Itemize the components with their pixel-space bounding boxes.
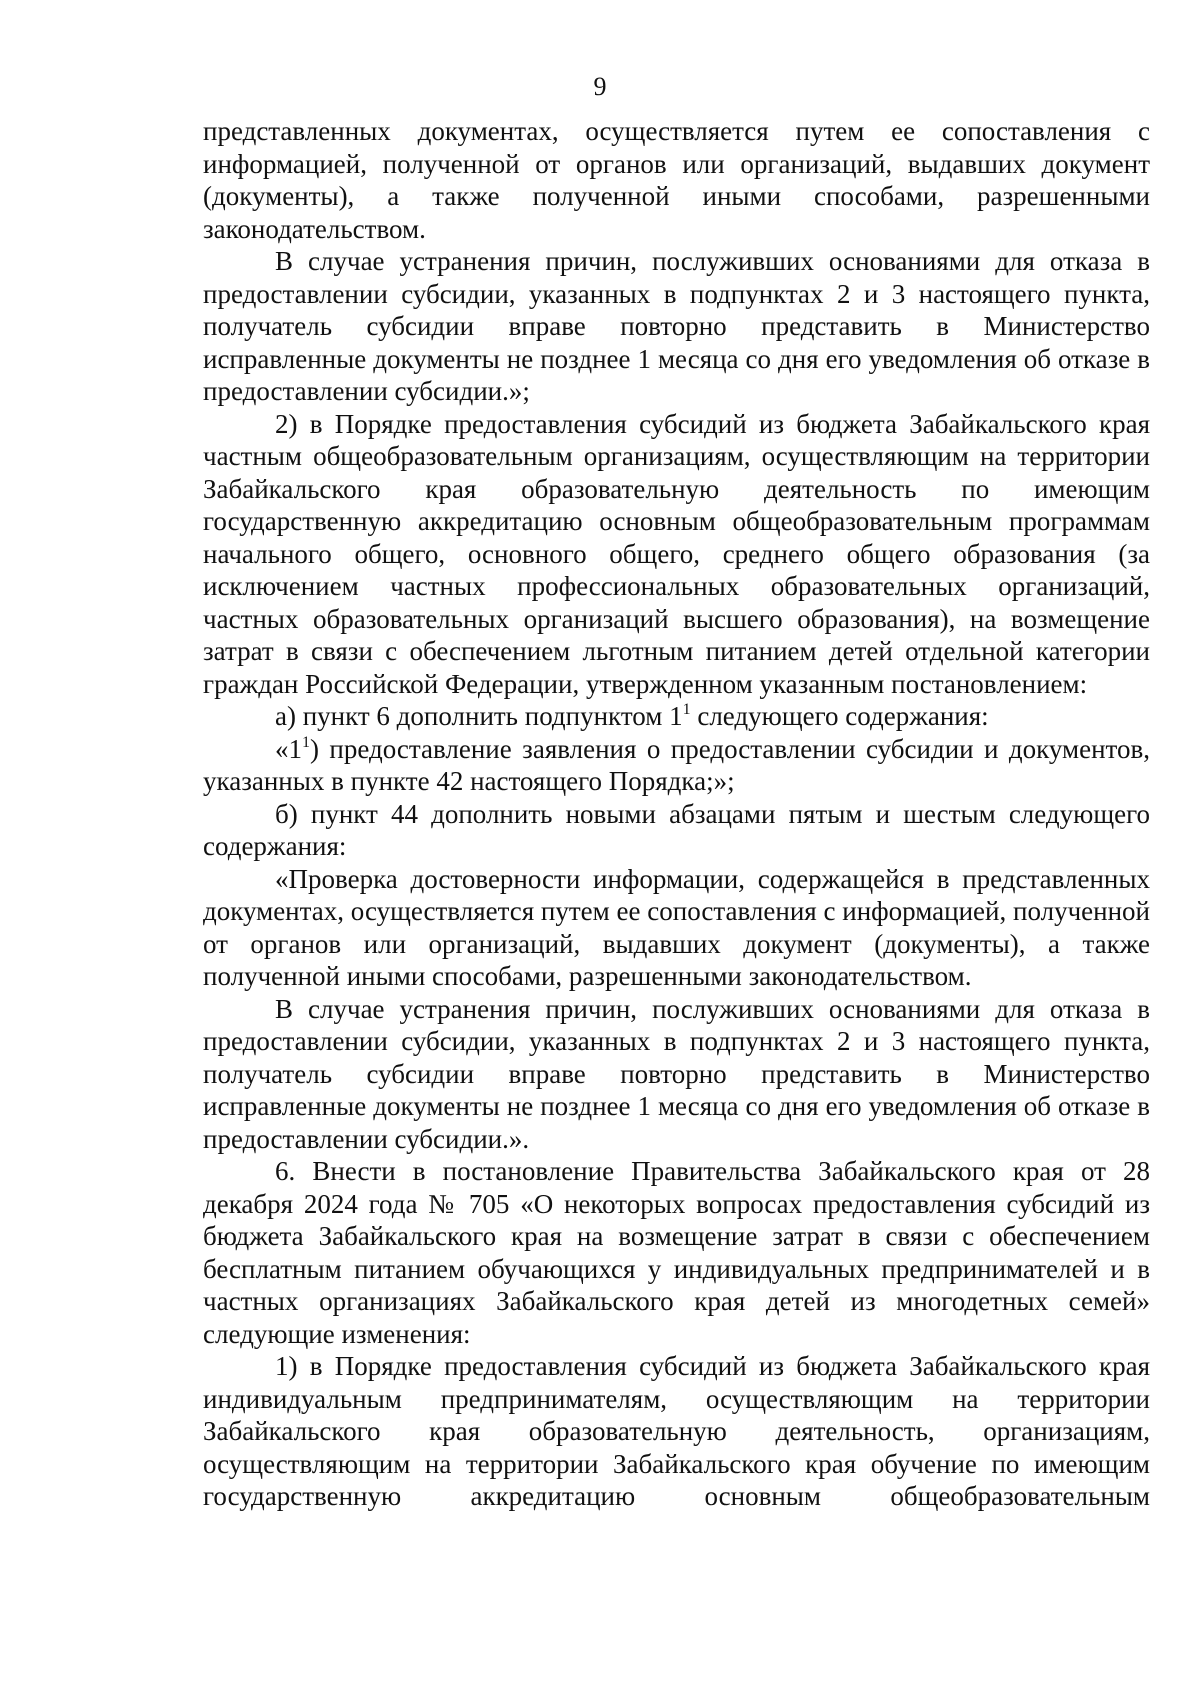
paragraph-text: ) предоставление заявления о предоставлении субсидии и документов, указанных в пункте 42 настоящего Порядка;»; [203, 733, 1150, 796]
paragraph: 6. Внести в постановление Правительства Забайкальского края от 28 декабря 2024 года № 705 «О некоторых вопросах предоставления субсидий из бюджета Забайкальского края на возмещение затрат в связи с обеспечением бесплатным питанием обучающихся у индивидуальных предпринимателей и в частных организациях Забайкальского края детей из многодетных семей» следующие изменения: [203, 1156, 1150, 1349]
document-body [203, 115, 1150, 1513]
paragraph: В случае устранения причин, послуживших основаниями для отказа в предоставлении субсидии, указанных в подпунктах 2 и 3 настоящего пункта, получатель субсидии вправе повторно представить в Министерство исправленные документы не позднее 1 месяца со дня его уведомления об отказе в предоставлении субсидии.». [203, 993, 1150, 1154]
page-number: 9 [593, 72, 607, 101]
paragraph: 1) в Порядке предоставления субсидий из бюджета Забайкальского края индивидуальным предпринимателям, осуществляющим на территории Забайкальского края образовательную деятельность, организациям, осуществляющим на территории Забайкальского края обучение по имеющим государственную аккредитацию основным общеобразовательным [203, 1351, 1150, 1511]
paragraph: В случае устранения причин, послуживших основаниями для отказа в предоставлении субсидии, указанных в подпунктах 2 и 3 настоящего пункта, получатель субсидии вправе повторно представить в Министерство исправленные документы не позднее 1 месяца со дня его уведомления об отказе в предоставлении субсидии.»; [203, 246, 1150, 406]
paragraph: б) пункт 44 дополнить новыми абзацами пятым и шестым следующего содержания: [203, 798, 1150, 861]
paragraph [203, 700, 1150, 733]
paragraph-text: «1 [275, 733, 302, 764]
superscript: 1 [682, 701, 691, 718]
paragraph-text: а) пункт 6 дополнить подпунктом 1 [275, 701, 683, 731]
paragraph-text: следующего содержания: [690, 701, 989, 731]
superscript: 1 [302, 733, 310, 751]
paragraph: представленных документах, осуществляется путем ее сопоставления с информацией, полученной от органов или организаций, выдавших документ (документы), а также полученной иными способами, разрешенными законодательством. [203, 116, 1150, 244]
paragraph: 2) в Порядке предоставления субсидий из бюджета Забайкальского края частным общеобразовательным организациям, осуществляющим на территории Забайкальского края образовательную деятельность по имеющим государственную аккредитацию основным общеобразовательным программам начального общего, основного общего, среднего общего образования (за исключением частных профессиональных образовательных организаций, частных образовательных организаций высшего образования), на возмещение затрат в связи с обеспечением льготным питанием детей отдельной категории граждан Российской Федерации, утвержденном указанным постановлением: [203, 408, 1150, 699]
paragraph [203, 733, 1150, 798]
paragraph: «Проверка достоверности информации, содержащейся в представленных документах, осуществляется путем ее сопоставления с информацией, полученной от органов или организаций, выдавших документ (документы), а также полученной иными способами, разрешенными законодательством. [203, 863, 1150, 991]
